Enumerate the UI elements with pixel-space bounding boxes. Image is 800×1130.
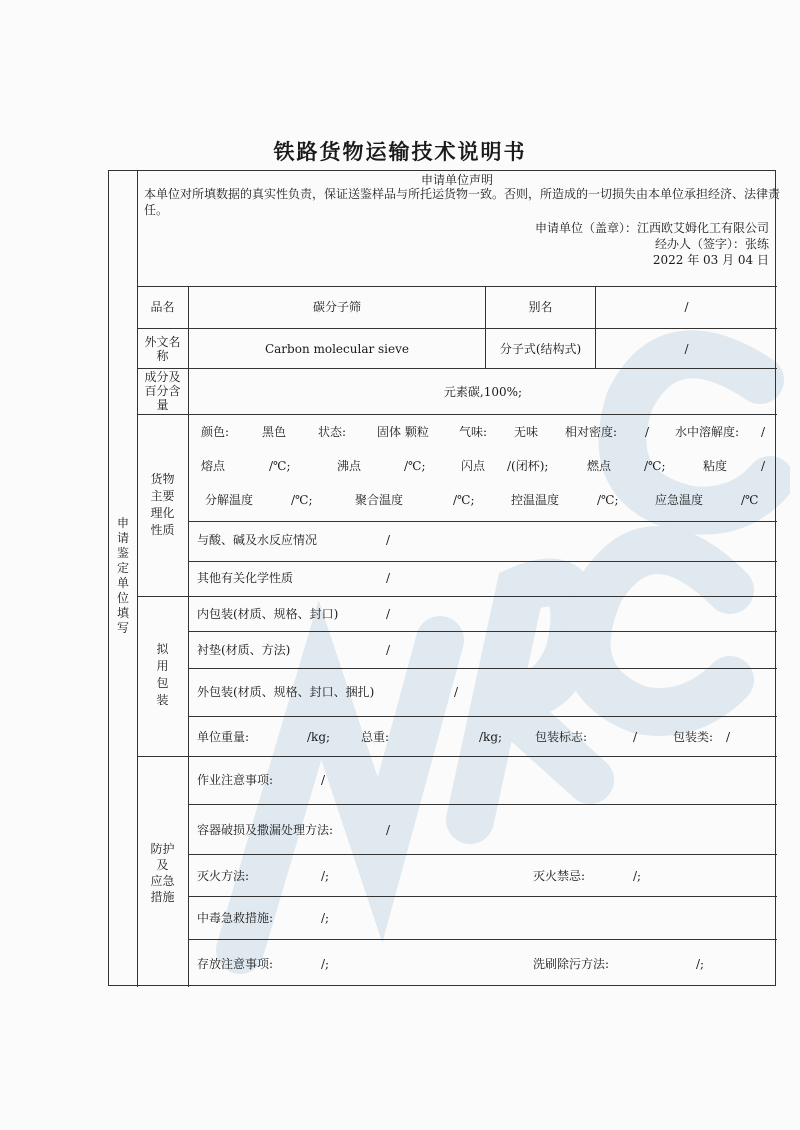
polymerization-temp-label: 聚合温度 [355,493,404,507]
solubility-label: 水中溶解度: [675,425,740,439]
gross-weight-label: 总重: [361,730,390,744]
melting-point-label: 熔点 [201,459,226,473]
fire-forbid-value: /; [633,869,642,883]
package-mark-value: / [633,730,638,744]
polymerization-temp-value: /℃; [453,493,475,507]
operation-notes-label: 作业注意事项: [197,773,274,787]
packaging-label: 拟 用 包 装 [156,642,169,707]
declaration-heading: 申请单位声明 [420,173,493,187]
unit-weight-label: 单位重量: [197,730,250,744]
agent-signature: 经办人（签字）：张练 [654,237,769,251]
fire-method-label: 灭火方法: [197,869,250,883]
other-chem-value: / [386,571,391,585]
outer-packaging-label: 外包装(材质、规格、封口、捆扎) [197,685,375,699]
package-mark-label: 包装标志: [535,730,588,744]
flash-point-value: /(闭杯); [507,459,549,473]
inner-packaging-value: / [386,607,391,621]
storage-notes-value: /; [321,957,330,971]
gross-weight-value: /kg; [479,730,503,744]
properties-label: 货物 主要 理化 性质 [150,472,175,537]
tech-spec-form [108,170,781,986]
solubility-value: / [761,425,766,439]
viscosity-label: 粘度 [703,459,728,473]
wash-method-label: 洗刷除污方法: [533,957,610,971]
fire-method-value: /; [321,869,330,883]
melting-point-value: /℃; [269,459,291,473]
color-label: 颜色: [201,425,230,439]
foreign-name-value: Carbon molecular sieve [264,342,410,356]
odor-value: 无味 [514,425,539,439]
fire-forbid-label: 灭火禁忌: [533,869,586,883]
control-temp-value: /℃; [597,493,619,507]
acid-base-water-value: / [386,533,391,547]
foreign-name-label: 外文名 称 [144,335,181,363]
declaration-date: 2022 年 03 月 04 日 [652,253,769,267]
operation-notes-value: / [321,773,326,787]
color-value: 黑色 [262,425,287,439]
decomposition-temp-value: /℃; [291,493,313,507]
odor-label: 气味: [459,425,488,439]
emergency-temp-label: 应急温度 [655,493,704,507]
viscosity-value: / [761,459,766,473]
formula-label: 分子式(结构式) [499,342,582,356]
alias-label: 别名 [528,300,553,314]
composition-label: 成分及 百分含 量 [144,370,181,412]
flash-point-label: 闪点 [461,459,486,473]
density-label: 相对密度: [565,425,618,439]
applicant-unit: 申请单位（盖章）：江西欧艾姆化工有限公司 [534,221,769,235]
outer-packaging-value: / [454,685,459,699]
control-temp-label: 控温温度 [511,493,560,507]
leak-handling-label: 容器破损及撒漏处理方法: [197,823,334,837]
wash-method-value: /; [696,957,705,971]
formula-value: / [684,342,689,356]
leak-handling-value: / [386,823,391,837]
unit-weight-value: /kg; [307,730,331,744]
liner-label: 衬垫(材质、方法) [197,643,291,657]
state-label: 状态: [318,425,347,439]
density-value: / [645,425,650,439]
poison-aid-value: /; [321,911,330,925]
document-title: 铁路货物运输技术说明书 [273,139,527,164]
alias-value: / [684,300,689,314]
storage-notes-label: 存放注意事项: [197,957,274,971]
emergency-temp-value: /℃ [741,493,759,507]
name-label: 品名 [150,300,175,314]
boiling-point-value: /℃; [404,459,426,473]
ignition-point-label: 燃点 [587,459,612,473]
other-chem-label: 其他有关化学性质 [197,571,294,585]
side-label-applicant-fill: 申 请 鉴 定 单 位 填 写 [116,516,129,635]
inner-packaging-label: 内包装(材质、规格、封口) [197,607,339,621]
decomposition-temp-label: 分解温度 [205,493,254,507]
liner-value: / [386,643,391,657]
package-class-label: 包装类: [673,730,714,744]
poison-aid-label: 中毒急救措施: [197,911,274,925]
declaration-text-line1: 本单位对所填数据的真实性负责，保证送鉴样品与所托运货物一致。否则，所造成的一切损失由本单位承担经济、法律责 [144,187,781,201]
ignition-point-value: /℃; [644,459,666,473]
state-value: 固体 颗粒 [377,425,429,439]
package-class-value: / [726,730,731,744]
boiling-point-label: 沸点 [337,459,362,473]
protection-label: 防护 及 应急 措施 [150,842,175,904]
name-value: 碳分子筛 [312,300,361,314]
declaration-text-line2: 任。 [144,203,169,217]
acid-base-water-label: 与酸、碱及水反应情况 [197,533,318,547]
composition-value: 元素碳,100%; [443,385,523,399]
